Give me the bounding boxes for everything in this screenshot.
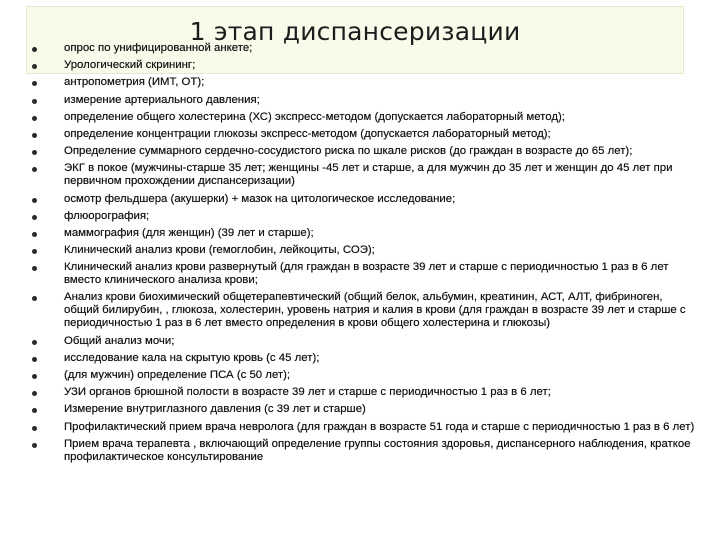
list-item [26,403,696,416]
list-item-text: Анализ крови биохимический общетерапевтический (общий белок, альбумин, креатинин, АСТ, АЛТ, фибриноген, общий билирубин, , глюкоза, холестерин, уровень натрия и калия в крови (для граждан в возрасте 39 лет и старше с периодичностью 1 раз в 6 лет вместо определения в крови общего холестерина и глюкозы) [64,291,686,330]
list-item-text: УЗИ органов брюшной полости в возрасте 39 лет и старше с периодичностью 1 раз в 6 лет; [64,386,551,399]
list-item-text: антропометрия (ИМТ, ОТ); [64,76,205,89]
list-item-text: ЭКГ в покое (мужчины-старше 35 лет; женщины -45 лет и старше, а для мужчин до 35 лет и женщин до 45 лет при первичном прохождении диспансеризации) [64,162,673,188]
bullet-icon [32,99,37,104]
bullet-icon [32,81,37,86]
list-item-text: измерение артериального давления; [64,93,260,106]
bullet-icon [32,249,37,254]
list-item [26,76,696,89]
bullet-icon [32,408,37,413]
list-item [26,291,696,330]
list-item-text: осмотр фельдшера (акушерки) + мазок на цитологическое исследование; [64,192,456,205]
bullet-icon [32,374,37,379]
bullet-icon [32,391,37,396]
list-item [26,438,696,464]
list-item [26,421,696,434]
list-item-text: маммография (для женщин) (39 лет и старше); [64,226,314,239]
list-item-text: определение общего холестерина (ХС) экспресс-методом (допускается лабораторный метод); [64,110,565,123]
list-item [26,369,696,382]
bullet-icon [32,426,37,431]
bullet-icon [32,47,37,52]
bullet-icon [32,133,37,138]
bullet-icon [32,340,37,345]
list-item [26,244,696,257]
bullet-icon [32,443,37,448]
list-item-text: опрос по унифицированной анкете; [64,42,253,54]
list-item [26,145,696,158]
bullet-icon [32,150,37,155]
list-item-text: определение концентрации глюкозы экспресс-методом (допускается лабораторный метод); [64,127,551,140]
slide-title: 1 этап диспансеризации [189,17,521,46]
list-item-text: Урологический скрининг; [64,59,196,72]
list-item-text: (для мужчин) определение ПСА (с 50 лет); [64,369,291,381]
bullet-icon [32,296,37,301]
bullet-icon [32,215,37,220]
list-item [26,210,696,223]
bullet-icon [32,64,37,69]
bullet-icon [32,116,37,121]
list-item [26,261,696,287]
list-item [26,227,696,240]
list-item [26,193,696,206]
list-item-text: флюорография; [64,209,150,222]
list-item-text: исследование кала на скрытую кровь (с 45 лет); [64,351,320,364]
list-item-text: Клинический анализ крови (гемоглобин, лейкоциты, СОЭ); [64,244,375,257]
list-item [26,386,696,399]
list-item-text: Определение суммарного сердечно-сосудистого риска по шкале рисков (до граждан в возрасте до 65 лет); [64,145,633,158]
list-item-text: Общий анализ мочи; [64,334,175,347]
bullet-icon [32,167,37,172]
bullet-icon [32,198,37,203]
list-item-text: Клинический анализ крови развернутый (для граждан в возрасте 39 лет и старше с периодичностью 1 раз в 6 лет вместо клинического анализа крови; [64,261,669,287]
list-item [26,162,696,188]
list-item-text: Измерение внутриглазного давления (с 39 лет и старше) [64,403,366,416]
list-item [26,352,696,365]
list-item-text: Профилактический прием врача невролога (для граждан в возрасте 51 года и старше с периодичностью 1 раз в 6 лет) [64,420,695,433]
list-item [26,111,696,124]
list-item [26,94,696,107]
list-item-text: Прием врача терапевта , включающий определение группы состояния здоровья, диспансерного наблюдения, краткое профилактическое консультирование [64,437,691,463]
list-item [26,59,696,72]
bullet-icon [32,357,37,362]
list-item [26,335,696,348]
bullet-list [26,42,696,468]
bullet-icon [32,232,37,237]
bullet-icon [32,266,37,271]
list-item [26,42,696,55]
list-item [26,128,696,141]
